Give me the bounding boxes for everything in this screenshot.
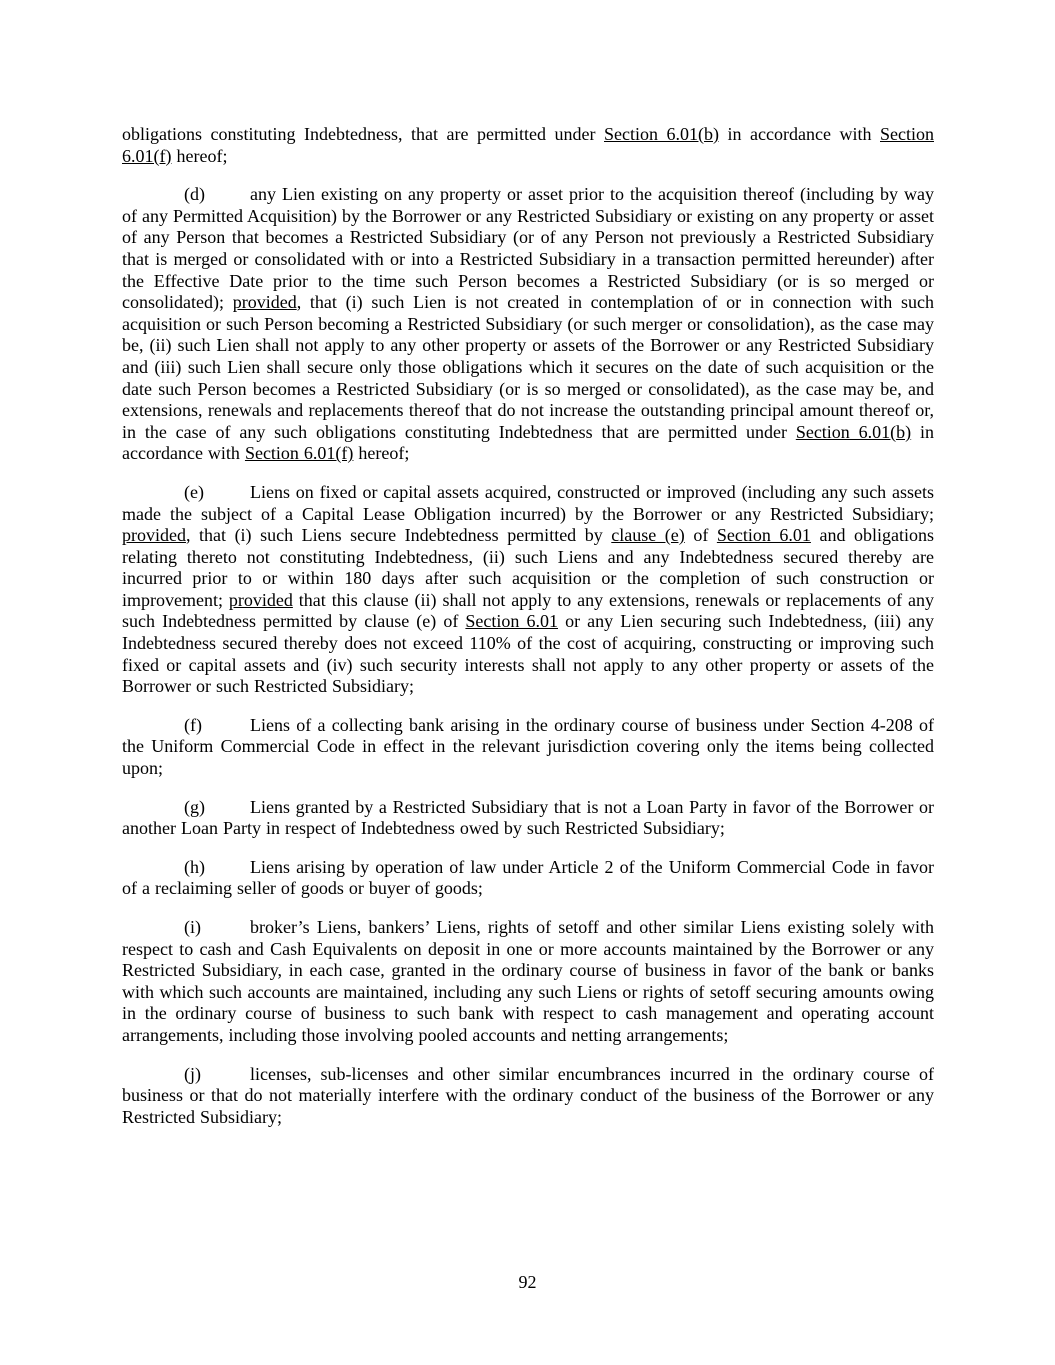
- underlined-reference: provided: [228, 589, 293, 610]
- text-run: Liens on fixed or capital assets acquired, constructed or improved (including any such assets made the subject of a Capital Lease Obligation incurred) by the Borrower or any Restricted Subsidiary;: [122, 481, 934, 524]
- paragraph: [122, 124, 934, 167]
- text-run: in accordance with: [719, 124, 880, 144]
- paragraph-label: (f): [184, 714, 202, 735]
- text-run: obligations constituting Indebtedness, that are permitted under: [122, 124, 604, 144]
- text-run: of: [684, 525, 717, 546]
- paragraph-label: (e): [184, 481, 204, 502]
- text-run: Liens of a collecting bank arising in the ordinary course of business under Section 4-208 of the Uniform Commercial Code in effect in the relevant jurisdiction covering only the items being collected upon;: [122, 714, 934, 779]
- paragraph-label: (i): [184, 917, 201, 937]
- underlined-reference: Section 6.01(f): [122, 124, 934, 166]
- paragraph: [122, 797, 934, 840]
- text-run: hereof;: [171, 145, 228, 166]
- paragraph-label: (g): [184, 796, 205, 817]
- paragraph: [122, 715, 934, 780]
- text-run: any Lien existing on any property or asset prior to the acquisition thereof (including by way of any Permitted Acquisition) by the Borrower or any Restricted Subsidiary or existing on any property or asset of any Person that becomes a Restricted Subsidiary (or of any Person not previously a Restricted Subsidiary that is merged or consolidated with or into a Restricted Subsidiary in a transaction permitted hereunder) after the Effective Date prior to the time such Person becomes a Restricted Subsidiary (or is so merged or consolidated);: [122, 184, 934, 313]
- paragraph: [122, 917, 934, 1047]
- paragraph-label: (h): [184, 856, 205, 877]
- text-run: hereof;: [353, 443, 410, 464]
- underlined-reference: provided: [122, 525, 186, 546]
- text-run: that this clause (ii) shall not apply to any extensions, renewals or replacements of any such Indebtedness permitted by clause (e) of: [122, 589, 934, 632]
- paragraph: [122, 1064, 934, 1129]
- paragraph-label: (j): [184, 1063, 201, 1084]
- document-body: [122, 124, 934, 1145]
- underlined-reference: Section 6.01(b): [604, 124, 719, 144]
- underlined-reference: Section 6.01: [465, 611, 558, 632]
- underlined-reference: Section 6.01(b): [795, 421, 912, 442]
- paragraph: [122, 184, 934, 465]
- text-run: licenses, sub-licenses and other similar encumbrances incurred in the ordinary course of business or that do not materially interfere with the ordinary conduct of the business of the Borrower or any Restricted Subsidiary;: [122, 1063, 934, 1127]
- text-run: in accordance with: [122, 421, 934, 464]
- text-run: or any Lien securing such Indebtedness, (iii) any Indebtedness secured thereby does not exceed 110% of the cost of acquiring, constructing or improving such fixed or capital assets and (iv) such security interests shall not apply to any other property or assets of the Borrower or such Restricted Subsidiary;: [122, 611, 934, 697]
- underlined-reference: clause (e): [611, 525, 685, 546]
- page-number: 92: [518, 1272, 537, 1292]
- text-run: Liens granted by a Restricted Subsidiary that is not a Loan Party in favor of the Borrower or another Loan Party in respect of Indebtedness owed by such Restricted Subsidiary;: [122, 796, 934, 839]
- paragraph: [122, 482, 934, 698]
- text-run: Liens arising by operation of law under Article 2 of the Uniform Commercial Code in favor of a reclaiming seller of goods or buyer of goods;: [122, 856, 934, 899]
- underlined-reference: Section 6.01(f): [244, 443, 354, 464]
- underlined-reference: provided: [232, 292, 297, 313]
- text-run: and obligations relating thereto not constituting Indebtedness, (ii) such Liens and any Indebtedness secured thereby are incurred prior to or within 180 days after such acquisition or the completion of such construction or improvement;: [122, 525, 934, 610]
- text-run: broker’s Liens, bankers’ Liens, rights of setoff and other similar Liens existing solely with respect to cash and Cash Equivalents on deposit in one or more accounts maintained by the Borrower or any Restricted Subsidiary, in each case, granted in the ordinary course of business in favor of the bank or banks with which such accounts are maintained, including any such Liens or rights of setoff securing amounts owing in the ordinary course of business to such bank with respect to cash management and operating account arrangements, including those involving pooled accounts and netting arrangements;: [122, 917, 934, 1045]
- text-run: , that (i) such Lien is not created in contemplation of or in connection with such acquisition or such Person becoming a Restricted Subsidiary (or such merger or consolidation), as the case may be, (ii) such Lien shall not apply to any other property or assets of the Borrower or any Restricted Subsidiary and (iii) such Lien shall secure only those obligations which it secures on the date of such acquisition or the date such Person becomes a Restricted Subsidiary (or is so merged or consolidated), as the case may be, and extensions, renewals and replacements thereof that do not increase the outstanding principal amount thereof or, in the case of any such obligations constituting Indebtedness that are permitted under: [122, 292, 934, 442]
- paragraph: [122, 857, 934, 900]
- text-run: , that (i) such Liens secure Indebtedness permitted by: [185, 525, 612, 546]
- underlined-reference: Section 6.01: [716, 525, 811, 546]
- paragraph-label: (d): [184, 184, 205, 205]
